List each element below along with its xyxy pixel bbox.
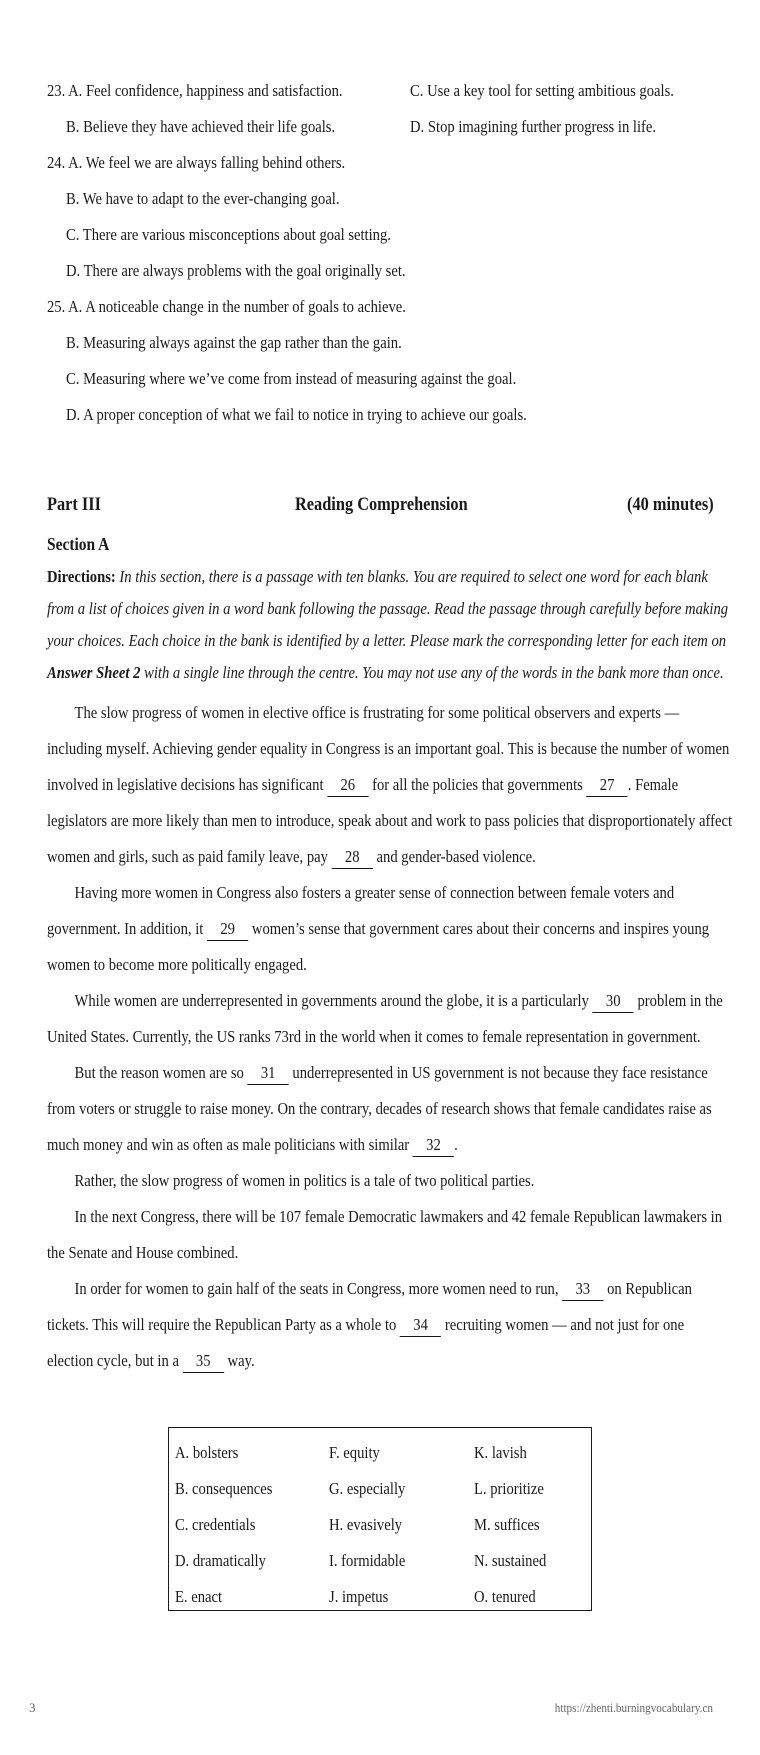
- word-bank-item: F. equity: [329, 1443, 380, 1462]
- word-bank-item: J. impetus: [329, 1587, 389, 1606]
- q23-option-c: C. Use a key tool for setting ambitious goals.: [410, 81, 674, 100]
- word-bank-item: O. tenured: [474, 1587, 536, 1606]
- word-bank: [168, 1427, 592, 1611]
- q25-option-a: 25. A. A noticeable change in the number of goals to achieve.: [47, 297, 406, 316]
- word-bank-item: N. sustained: [474, 1551, 547, 1570]
- word-bank-item: H. evasively: [329, 1515, 403, 1534]
- blank-31: 31: [247, 1062, 288, 1085]
- word-bank-item: G. especially: [329, 1479, 406, 1498]
- passage-line: The slow progress of women in elective office is frustrating for some political observers and experts —: [74, 703, 680, 722]
- blank-33: 33: [562, 1278, 603, 1301]
- q24-option-b: B. We have to adapt to the ever-changing goal.: [66, 189, 340, 208]
- directions: Directions: In this section, there is a passage with ten blanks. You are required to select one word for each blank from a list of choices given in a word bank following the passage. Read the passage through carefully before making your choices. Each choice in the bank is identified by a letter. Please mark the corresponding letter for each item on Answer Sheet 2 with a single line through the centre. You may not use any of the words in the bank more than once.: [47, 567, 729, 682]
- word-bank-item: B. consequences: [175, 1479, 273, 1498]
- word-bank-item: M. suffices: [474, 1515, 540, 1534]
- word-bank-item: C. credentials: [175, 1515, 256, 1534]
- part-time: (40 minutes): [627, 494, 714, 515]
- q25-option-d: D. A proper conception of what we fail to notice in trying to achieve our goals.: [66, 405, 527, 424]
- blank-26: 26: [327, 774, 368, 797]
- passage: The slow progress of women in elective office is frustrating for some political observers and experts — including myself. Achieving gender equality in Congress is an important goal. This is because the number of women involved in legislative decisions has significant 26 for all the policies that governments 27 . Female legislators are more likely than men to introduce, speak about and work to pass policies that disproportionately affect women and girls, such as paid family leave, pay 28 and gender-based violence. Having more women in Congress also fosters a greater sense of connection between female voters and government. In addition, it 29 women’s sense that government cares about their concerns and inspires young women to become more politically engaged. While women are underrepresented in governments around the globe, it is a particularly 30 problem in the United States. Currently, the US ranks 73rd in the world when it comes to female representation in government. But the reason women are so 31 underrepresented in US government is not because they face resistance from voters or struggle to raise money. On the contrary, decades of research shows that female candidates raise as much money and win as often as male politicians with similar 32 . Rather, the slow progress of women in politics is a tale of two political parties. In the next Congress, there will be 107 female Democratic lawmakers and 42 female Republican lawmakers in the Senate and House combined. In order for women to gain half of the seats in Congress, more women need to run, 33 on Republican tickets. This will require the Republican Party as a whole to 34 recruiting women — and not just for one election cycle, but in a 35 way.: [47, 702, 713, 1386]
- word-bank-item: L. prioritize: [474, 1479, 544, 1498]
- word-bank-item: E. enact: [175, 1587, 223, 1606]
- word-bank-item: D. dramatically: [175, 1551, 266, 1570]
- word-bank-item: K. lavish: [474, 1443, 527, 1462]
- part-header: [47, 494, 713, 520]
- q24-option-a: 24. A. We feel we are always falling behind others.: [47, 153, 346, 172]
- word-bank-item: A. bolsters: [175, 1443, 239, 1462]
- part-label: Part III: [47, 494, 102, 515]
- page-number: 3: [29, 1700, 36, 1715]
- q23-option-d: D. Stop imagining further progress in life.: [410, 117, 657, 136]
- q24-option-d: D. There are always problems with the goal originally set.: [66, 261, 406, 280]
- footer-url[interactable]: https://zhenti.burningvocabulary.cn: [554, 1700, 713, 1715]
- section-title: Section A: [47, 534, 110, 554]
- blank-35: 35: [183, 1350, 224, 1373]
- word-bank-item: I. formidable: [329, 1551, 406, 1570]
- blank-27: 27: [586, 774, 627, 797]
- blank-34: 34: [400, 1314, 441, 1337]
- blank-32: 32: [413, 1134, 454, 1157]
- q23-option-a: 23. A. Feel confidence, happiness and satisfaction.: [47, 81, 343, 100]
- blank-28: 28: [332, 846, 373, 869]
- q23-option-b: B. Believe they have achieved their life goals.: [66, 117, 336, 136]
- blank-30: 30: [593, 990, 634, 1013]
- part-title: Reading Comprehension: [295, 494, 468, 515]
- q24-option-c: C. There are various misconceptions about goal setting.: [66, 225, 391, 244]
- q25-option-b: B. Measuring always against the gap rather than the gain.: [66, 333, 402, 352]
- blank-29: 29: [207, 918, 248, 941]
- q25-option-c: C. Measuring where we’ve come from instead of measuring against the goal.: [66, 369, 517, 388]
